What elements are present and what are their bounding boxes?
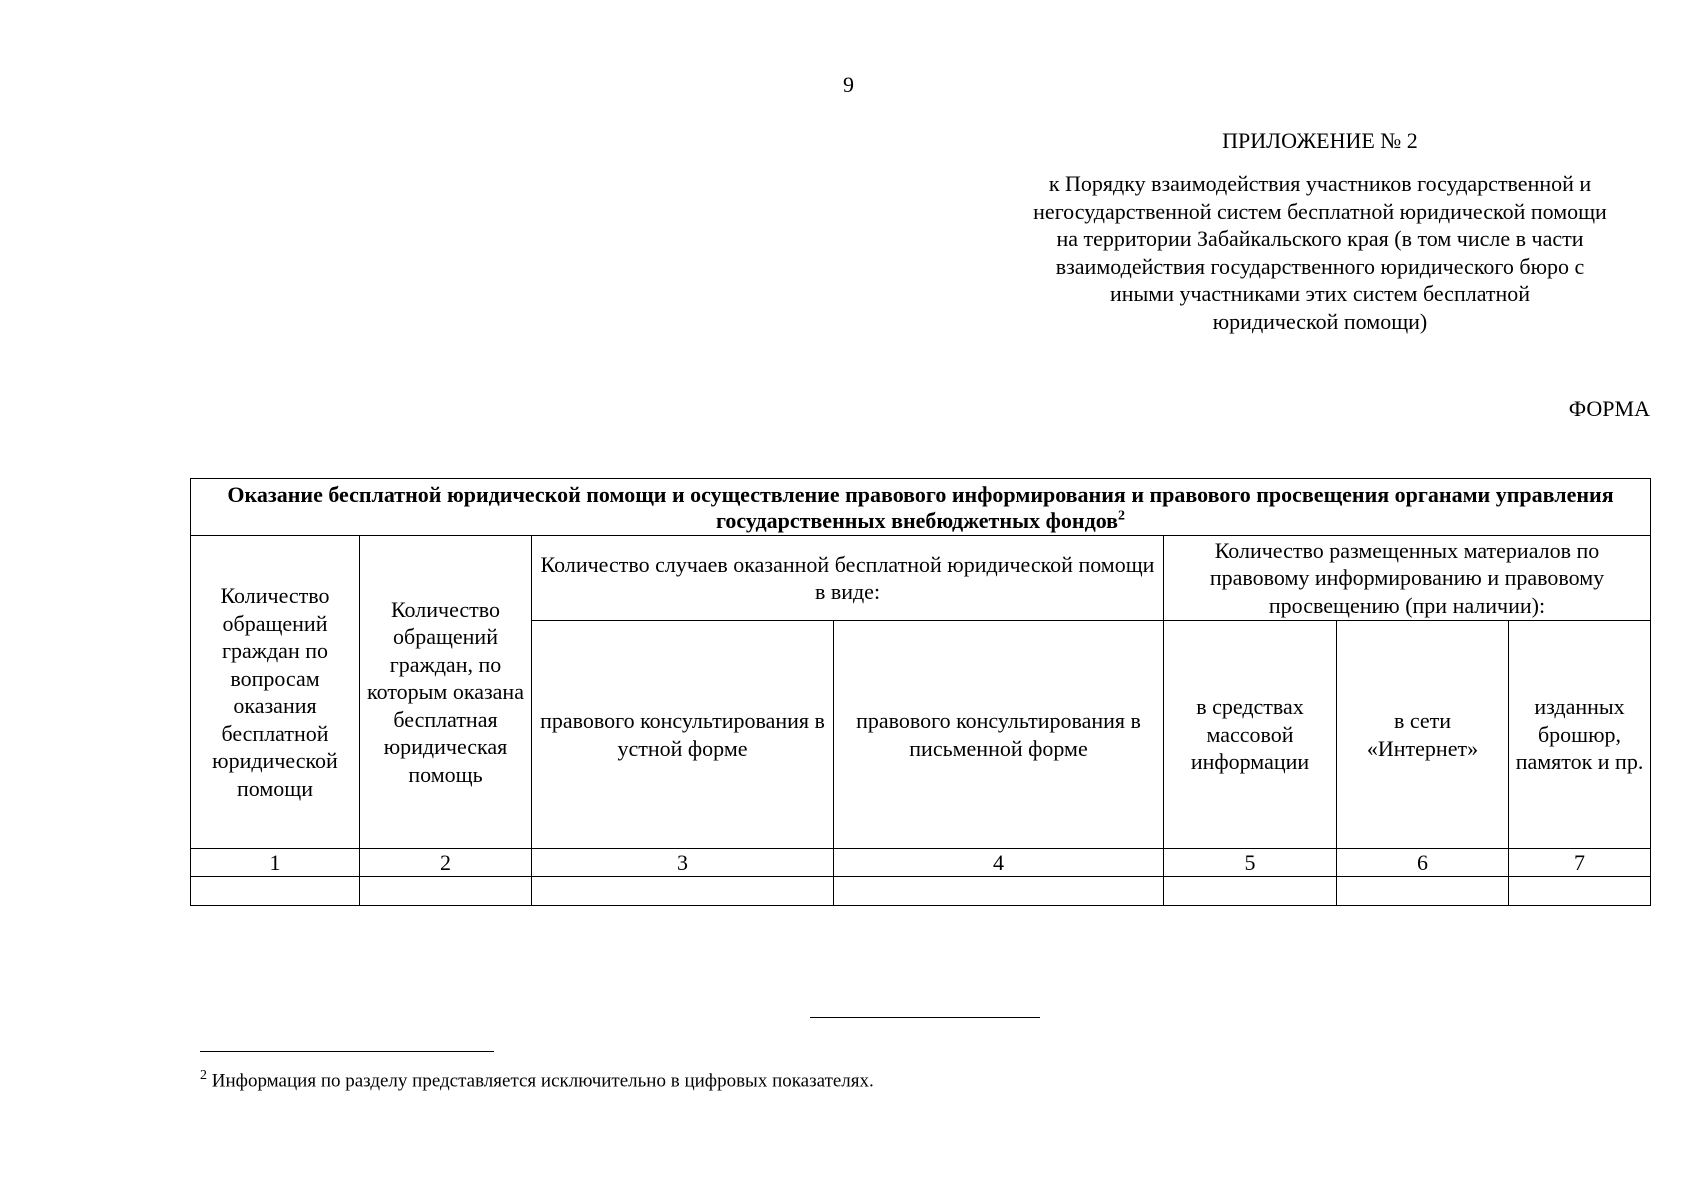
appendix-subtitle-line: иными участниками этих систем бесплатной <box>1109 281 1531 306</box>
col5-header: в средствах массовой информации <box>1164 621 1337 849</box>
column-number: 7 <box>1509 849 1651 877</box>
col6-header: в сети «Интернет» <box>1337 621 1509 849</box>
appendix-subtitle-line: негосударственной систем бесплатной юридической помощи <box>1033 198 1607 224</box>
table-title-row <box>191 479 1651 536</box>
col4-header: правового консультирования в письменной форме <box>834 621 1164 849</box>
appendix-title: ПРИЛОЖЕНИЕ № 2 <box>1222 128 1418 153</box>
appendix-subtitle-line: на территории Забайкальского края (в том числе в части <box>1056 226 1584 251</box>
table-title-footnote-mark: 2 <box>1118 508 1126 524</box>
column-number-row <box>191 849 1651 877</box>
report-table <box>190 478 1651 906</box>
page-number: 9 <box>843 72 854 97</box>
data-entry-cell <box>1164 877 1337 906</box>
data-entry-cell <box>1509 877 1651 906</box>
footnote-separator <box>200 1051 494 1052</box>
appendix-subtitle-line: взаимодействия государственного юридического бюро с <box>1055 253 1585 279</box>
column-number: 1 <box>191 849 360 877</box>
column-number: 5 <box>1164 849 1337 877</box>
appendix-subtitle-line: к Порядку взаимодействия участников государственной и <box>1048 171 1592 196</box>
col1-header: Количество обращений граждан по вопросам оказания бесплатной юридической помощи <box>191 536 360 849</box>
appendix-subtitle-line: юридической помощи) <box>1212 308 1428 334</box>
data-entry-row <box>191 877 1651 906</box>
column-number: 2 <box>360 849 532 877</box>
data-entry-cell <box>834 877 1164 906</box>
col3-header: правового консультирования в устной форме <box>532 621 834 849</box>
footnote-mark: 2 <box>200 1068 207 1083</box>
column-number: 4 <box>834 849 1164 877</box>
group2-header: Количество размещенных материалов по правовому информированию и правовому просвещению (при наличии): <box>1164 536 1651 621</box>
data-entry-cell <box>532 877 834 906</box>
footnote-text: Информация по разделу представляется исключительно в цифровых показателях. <box>211 1070 874 1092</box>
group1-header: Количество случаев оказанной бесплатной юридической помощи в виде: <box>532 536 1164 621</box>
data-entry-cell <box>360 877 532 906</box>
table-header-row <box>191 536 1651 621</box>
table-title <box>191 479 1651 536</box>
column-number: 3 <box>532 849 834 877</box>
form-label: ФОРМА <box>1568 396 1650 421</box>
col7-header: изданных брошюр, памяток и пр. <box>1509 621 1651 849</box>
col2-header: Количество обращений граждан, по которым оказана бесплатная юридическая помощь <box>360 536 532 849</box>
column-number: 6 <box>1337 849 1509 877</box>
table-title-text: Оказание бесплатной юридической помощи и осуществление правового информирования и правового просвещения органами управления государственных внебюджетных фондов <box>227 482 1614 533</box>
data-entry-cell <box>1337 877 1509 906</box>
data-entry-cell <box>191 877 360 906</box>
end-of-form-rule <box>810 1017 1040 1018</box>
appendix-subtitle <box>990 170 1650 335</box>
footnote <box>200 1064 1400 1093</box>
